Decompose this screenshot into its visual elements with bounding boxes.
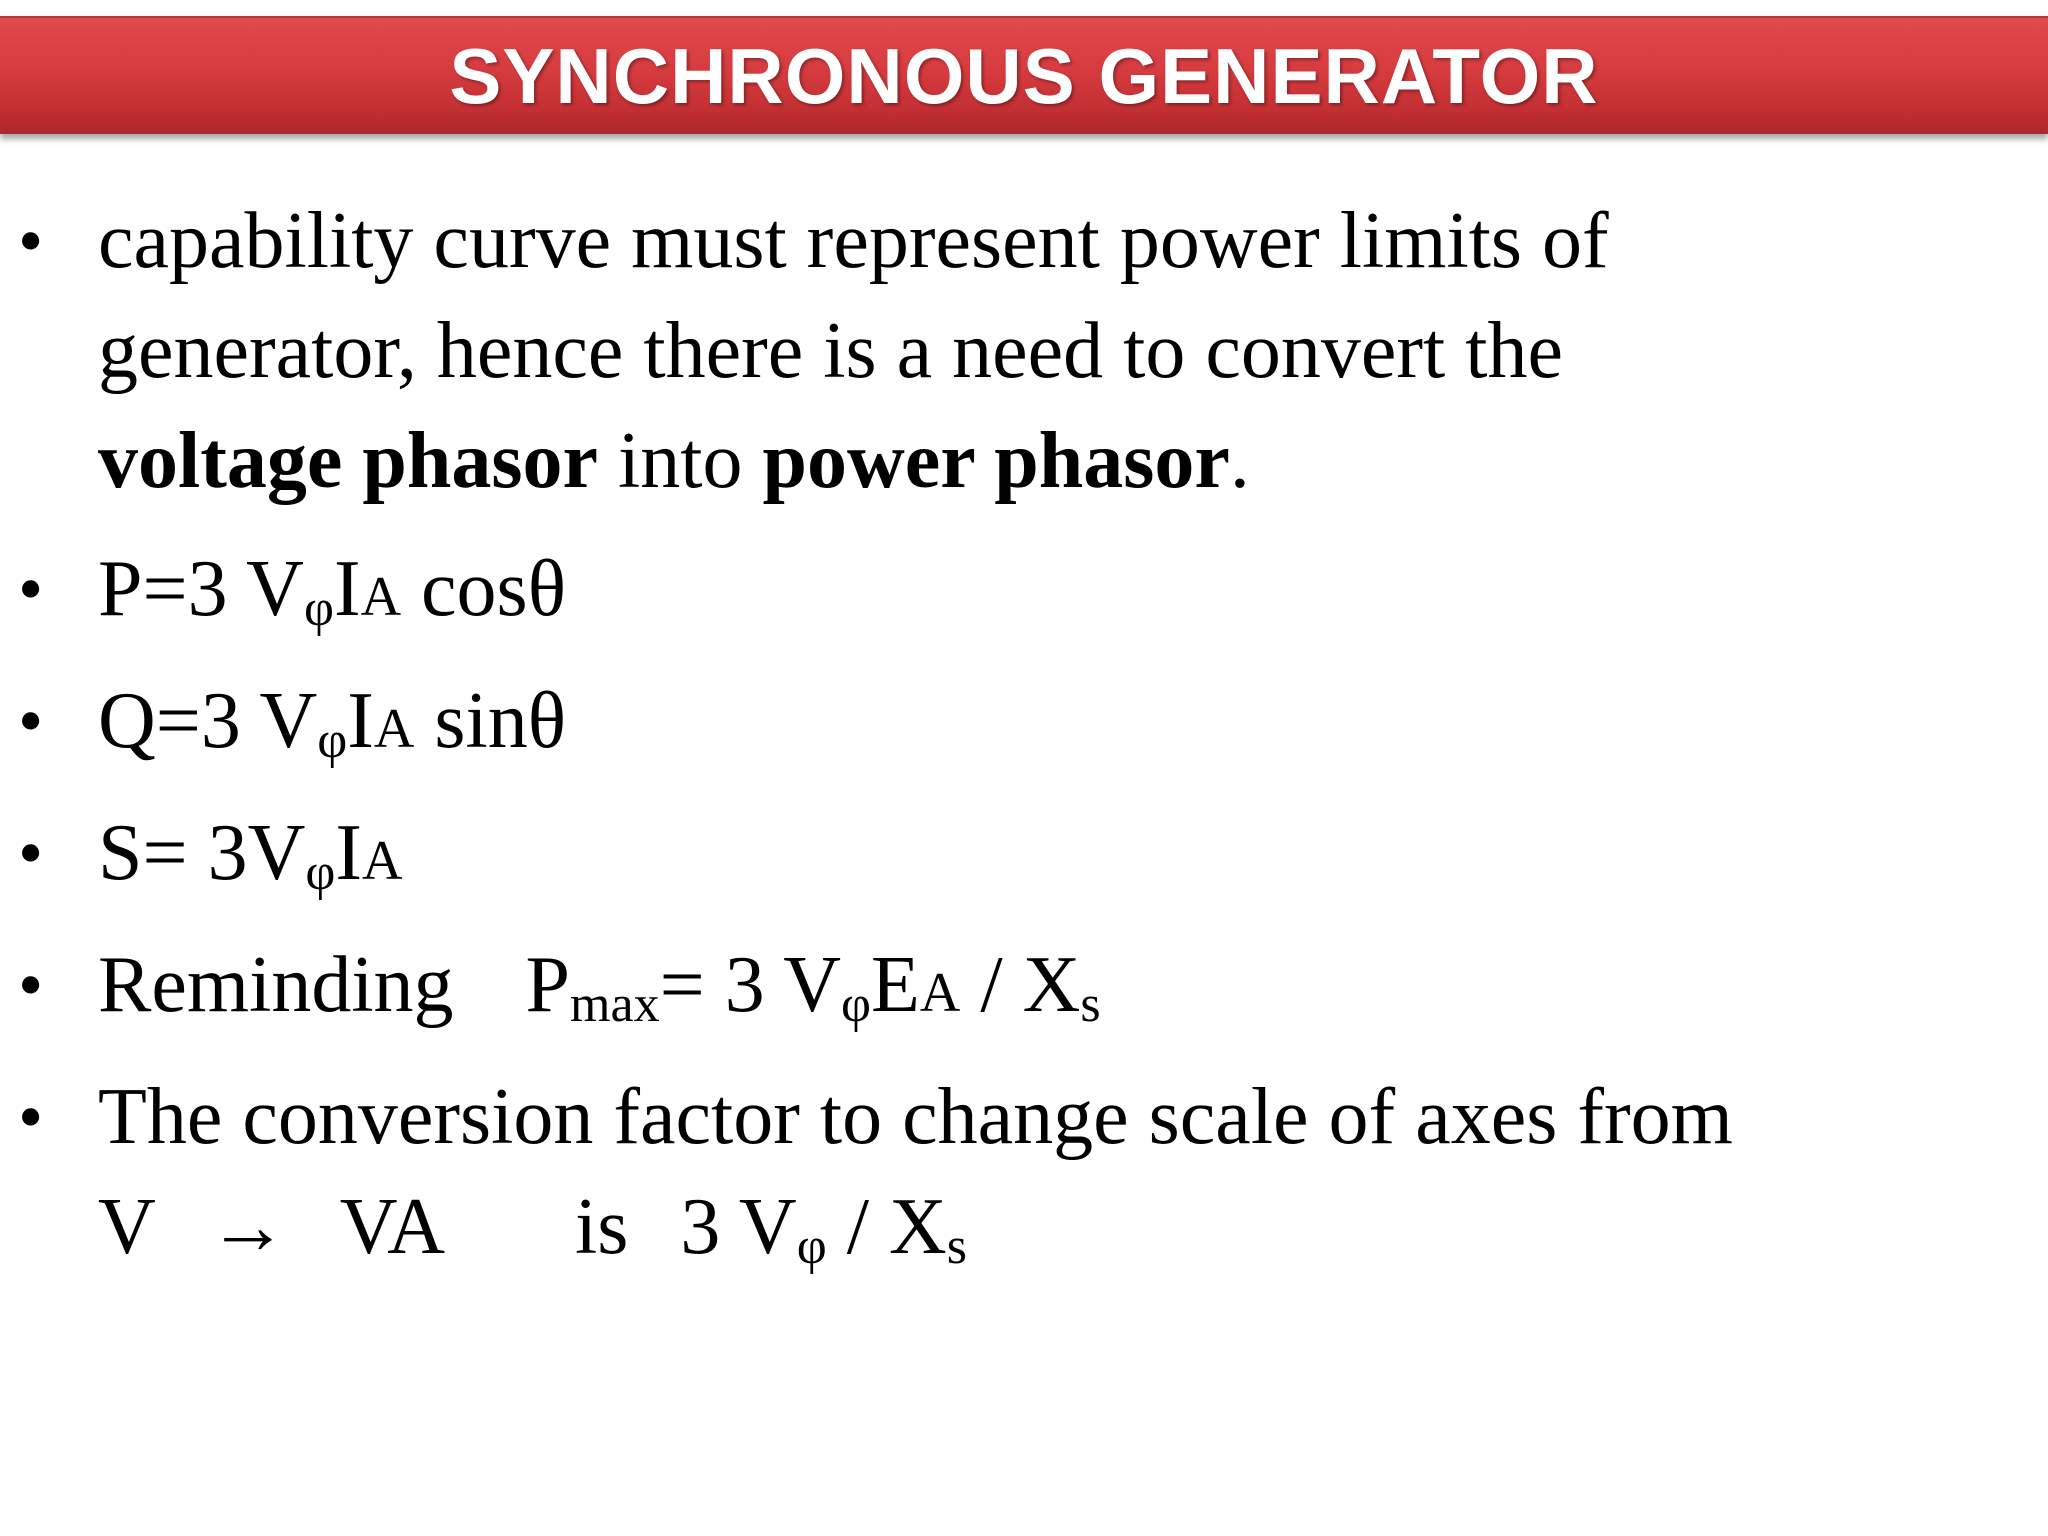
formula-suffix: sinθ <box>414 677 567 765</box>
title-bar <box>0 16 2048 134</box>
power-phasor-text: power phasor <box>762 417 1230 505</box>
reminding-text: Reminding <box>98 941 454 1029</box>
bullet-dot: • <box>18 813 44 893</box>
a-subscript: A <box>373 698 415 760</box>
apparent-power-formula <box>98 798 403 908</box>
phi-subscript: φ <box>305 844 336 901</box>
a-subscript: A <box>360 566 402 628</box>
formula-prefix: S= 3V <box>98 809 306 897</box>
phi-subscript: φ <box>841 976 872 1033</box>
is-text: is <box>575 1183 629 1271</box>
conversion-formula <box>98 1172 967 1282</box>
formula-prefix: Q=3 V <box>98 677 318 765</box>
real-power-formula <box>98 534 566 644</box>
bullet-6-line-1: The conversion factor to change scale of axes from <box>98 1073 1733 1161</box>
bullet-dot: • <box>18 1077 44 1157</box>
bullet-1-line-1: capability curve must represent power limits of <box>98 197 1609 285</box>
bullet-1-line-3 <box>98 406 1250 516</box>
period-text: . <box>1229 417 1250 505</box>
slide-title: SYNCHRONOUS GENERATOR <box>449 32 1599 120</box>
current-symbol: I <box>333 545 361 633</box>
e-symbol: E <box>871 941 920 1029</box>
current-symbol: I <box>347 677 374 765</box>
bullet-dot: • <box>18 549 44 629</box>
reactive-power-formula <box>98 666 566 776</box>
formula-prefix: P=3 V <box>98 545 304 633</box>
bullet-1-line-2: generator, hence there is a need to convert the <box>98 307 1563 395</box>
a-subscript: A <box>362 830 403 892</box>
pmax-formula <box>98 930 1101 1040</box>
bullet-dot: • <box>18 945 44 1025</box>
arrow-right-icon: → <box>207 1183 288 1271</box>
equals-three-v: = 3 V <box>659 941 842 1029</box>
v-unit: V <box>98 1183 156 1271</box>
max-subscript: max <box>570 976 660 1033</box>
phi-subscript: φ <box>303 580 334 637</box>
current-symbol: I <box>335 809 363 897</box>
bullet-dot: • <box>18 201 44 281</box>
formula-suffix: cosθ <box>401 545 567 633</box>
divide-x: / X <box>826 1183 947 1271</box>
bullet-dot: • <box>18 681 44 761</box>
a-subscript: A <box>919 962 961 1024</box>
three-v-text: 3 V <box>680 1183 797 1271</box>
va-unit: VA <box>339 1183 446 1271</box>
phi-subscript: φ <box>317 712 348 769</box>
s-subscript: s <box>946 1218 967 1275</box>
divide-x: / X <box>960 941 1081 1029</box>
into-text: into <box>598 417 763 505</box>
s-subscript: s <box>1080 976 1101 1033</box>
p-symbol: P <box>525 941 571 1029</box>
voltage-phasor-text: voltage phasor <box>98 417 598 505</box>
phi-subscript: φ <box>796 1218 827 1275</box>
